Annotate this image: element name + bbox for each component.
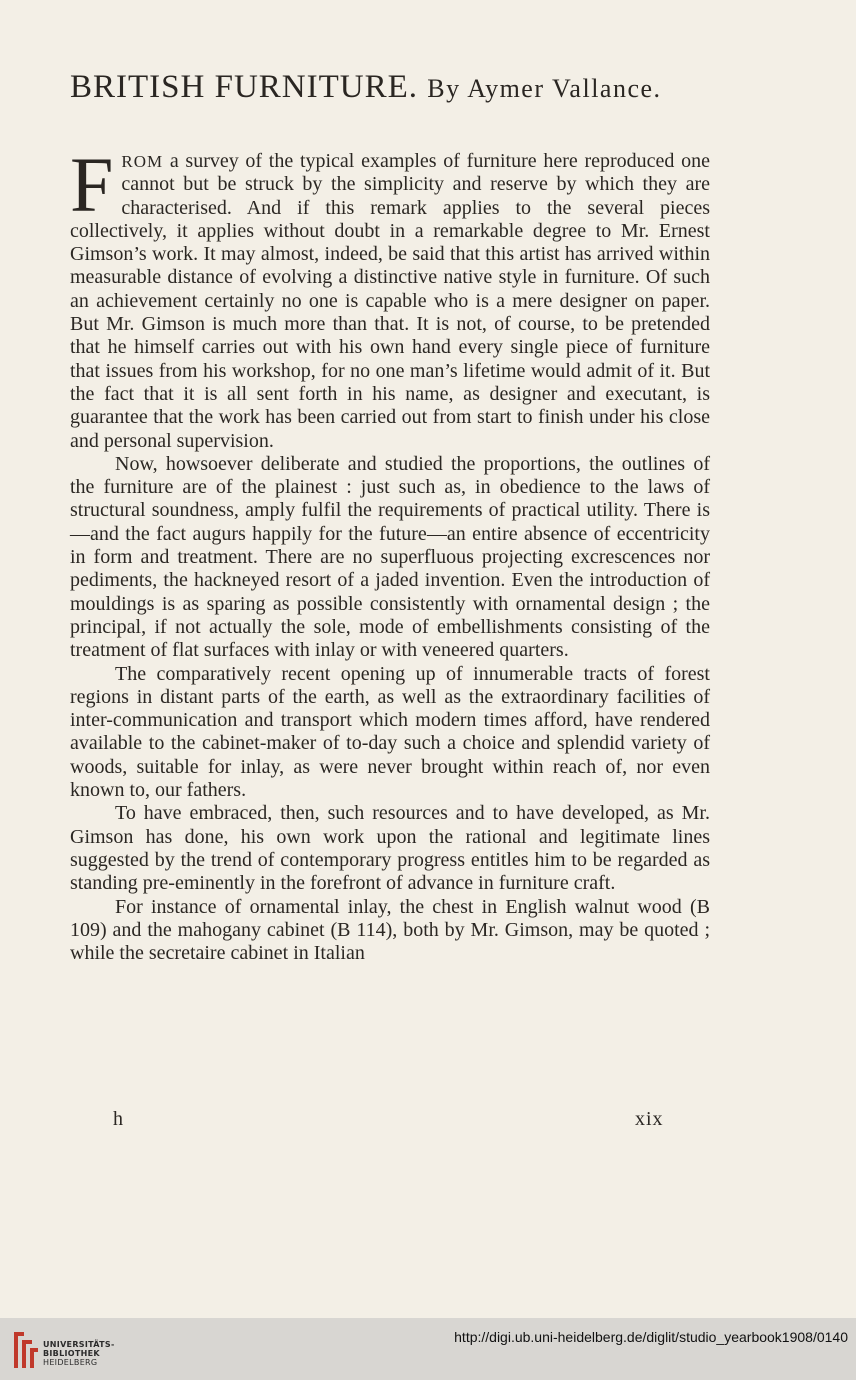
library-name: UNIVERSITÄTS- BIBLIOTHEK HEIDELBERG	[43, 1340, 115, 1367]
source-url[interactable]: http://digi.ub.uni-heidelberg.de/diglit/studio_yearbook1908/0140	[454, 1329, 848, 1345]
title-author: By Aymer Vallance.	[427, 74, 662, 103]
first-word-rest: ROM	[121, 152, 164, 171]
paragraph-4: To have embraced, then, such resources and to have developed, as Mr. Gimson has done, his own work upon the rational and legitimate lines suggested by the trend of contemporary progress entitles him to be regarded as standing pre-eminently in the forefront of advance in furniture craft.	[70, 802, 710, 895]
title-main: BRITISH FURNITURE.	[70, 69, 419, 105]
library-logo-icon	[10, 1328, 40, 1372]
article-title	[70, 68, 770, 108]
paragraph-2: Now, howsoever deliberate and studied the proportions, the outlines of the furniture are of the plainest : just such as, in obedience to the laws of structural soundness, amply fulfil the requirements of practical utility. There is—and the fact augurs happily for the future—an entire absence of eccentricity in form and treatment. There are no superfluous projecting excrescences nor pediments, the hackneyed resort of a jaded invention. Even the introduction of mouldings is as sparing as possible consistently with ornamental design ; the principal, if not actually the sole, mode of embellishments consisting of the treatment of flat surfaces with inlay or with veneered quarters.	[70, 452, 710, 662]
paragraph-1	[70, 141, 710, 453]
library-logo[interactable]	[10, 1328, 120, 1372]
paragraph-3: The comparatively recent opening up of innumerable tracts of forest regions in distant parts of the earth, as well as the extraordinary facilities of inter-communication and transport which modern times afford, have rendered available to the cabinet-maker of to-day such a choice and splendid variety of woods, suitable for inlay, as were never brought within reach of, nor even known to, our fathers.	[70, 662, 710, 802]
dropcap: F	[70, 141, 114, 228]
article-body	[70, 141, 710, 965]
paragraph-5: For instance of ornamental inlay, the chest in English walnut wood (B 109) and the mahogany cabinet (B 114), both by Mr. Gimson, may be quoted ; while the secretaire cabinet in Italian	[70, 895, 710, 965]
paragraph-1-text: a survey of the typical examples of furniture here reproduced one cannot but be struck by the simplicity and reserve by which they are characterised. And if this remark applies to the several pieces collectively, it applies without doubt in a remarkable degree to Mr. Ernest Gimson’s work. It may almost, indeed, be said that this artist has arrived within measurable distance of evolving a distinctive native style in furniture. Of such an achievement certainly no one is capable who is a mere designer on paper. But Mr. Gimson is much more than that. It is not, of course, to be pretended that he himself carries out with his own hand every single piece of furniture that issues from his workshop, for no one man’s lifetime would admit of it. But the fact that it is all sent forth in his name, as designer and executant, is guarantee that the work has been carried out from start to finish under his close and personal supervision.	[70, 150, 710, 452]
page-number: xix	[635, 1108, 664, 1130]
signature-mark: h	[113, 1108, 123, 1130]
viewer-footer	[0, 1318, 856, 1380]
